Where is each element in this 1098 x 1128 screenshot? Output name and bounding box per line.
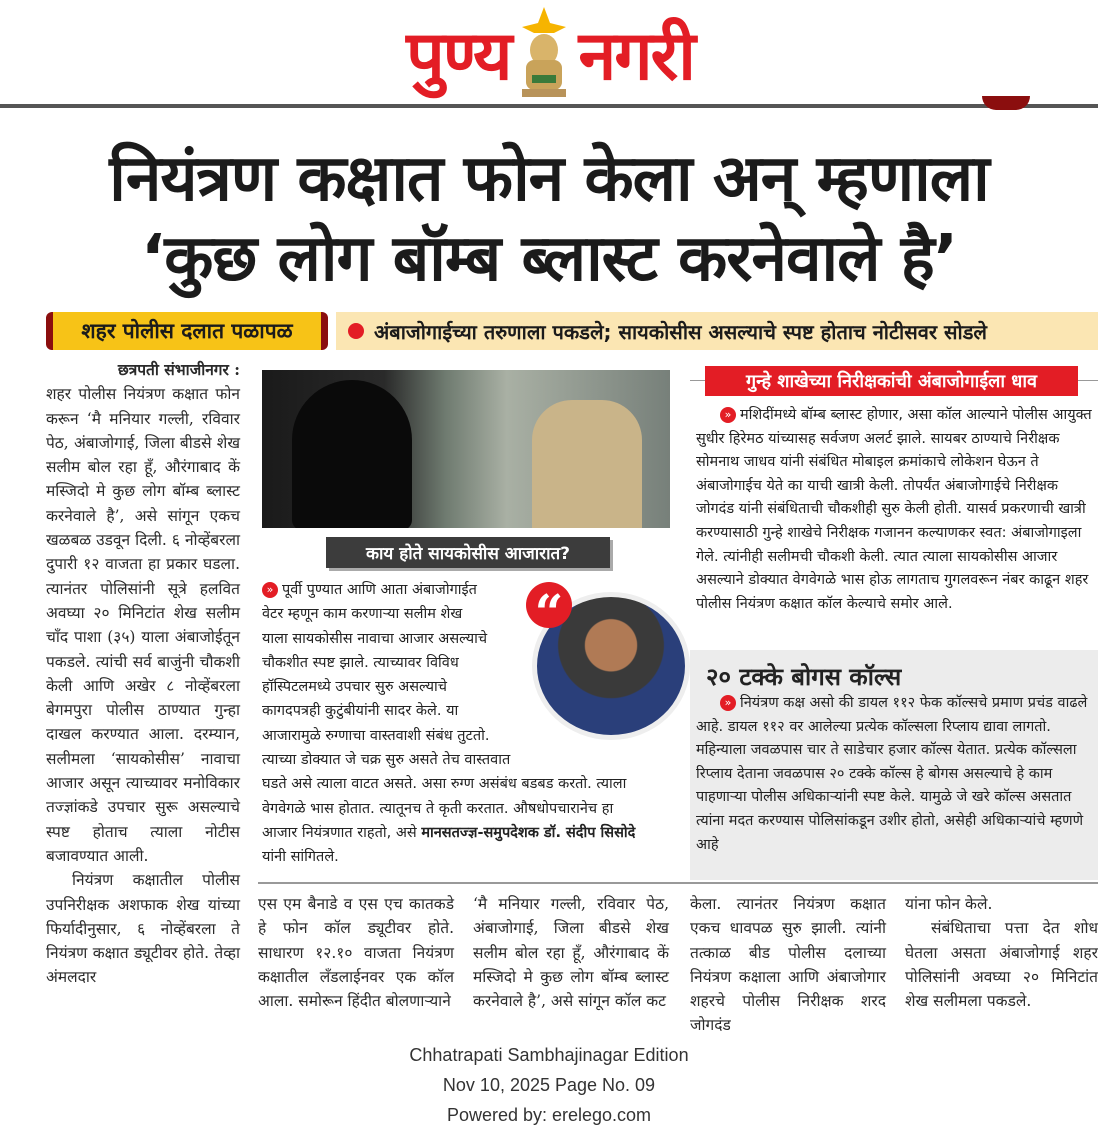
chevron-bullet-icon: » — [720, 695, 736, 711]
bottom-column: ‘मै मनियार गल्ली, रविवार पेठ, अंबाजोगाई, जिला बीडसे शेख सलीम बोल रहा हूँ, औरंगाबाद कें मस्जिदो मे कुछ लोग बॉम्ब ब्लास्ट करनेवाले है’, असे सांगून कॉल कट — [473, 895, 669, 1011]
text-line: याला सायकोसीस नावाचा आजार असल्याचे — [262, 630, 488, 647]
footer-edition: Chhatrapati Sambhajinagar Edition — [409, 1045, 689, 1065]
bullet-icon — [348, 323, 364, 339]
masthead-left: पुण्य — [406, 17, 511, 96]
left-column — [46, 358, 240, 990]
chevron-bullet-icon: » — [720, 407, 736, 423]
kicker-label: शहर पोलीस दलात पळापळ — [46, 312, 328, 350]
police-officer-figure — [532, 400, 642, 528]
gray-box-title: २० टक्के बोगस कॉल्स — [706, 663, 902, 691]
expert-name: मानसतज्ज्ञ-समुपदेशक डॉ. संदीप सिसोदे — [421, 824, 636, 841]
footer-date-page: Nov 10, 2025 Page No. 09 — [442, 1075, 656, 1095]
strapline — [336, 312, 1098, 350]
masthead-right: नगरी — [578, 17, 694, 96]
gray-box-text: » नियंत्रण कक्ष असो की डायल ११२ फेक कॉल्सचे प्रमाण प्रचंड वाढले आहे. डायल ११२ वर आलेल्या प्रत्येक कॉल्सला रिप्लाय द्यावा लागतो. महिन्याला जवळपास चार ते साडेचार हजार कॉल्स येतात. प्रत्येक कॉल्सला रिप्लाय देताना जवळपास २० टक्के कॉल्स हे बोगस असल्याचे हे काम पाहणाऱ्या पोलीस अधिकाऱ्यांनी स्पष्ट केले. यामुळे जे खरे कॉल्स असतात त्यांना मदत करण्यास पोलिसांकडून उशीर होतो, असेही अधिकाऱ्यांचे म्हणणे आहे — [696, 695, 1088, 853]
decorative-tab — [982, 96, 1030, 110]
headline-line-1: नियंत्रण कक्षात फोन केला अन् म्हणाला — [109, 142, 989, 216]
dateline: छत्रपती संभाजीनगर : — [117, 360, 240, 379]
bottom-column: एस एम बैनाडे व एस एच कातकडे हे फोन कॉल ड्यूटीवर होते. साधारण १२.१० वाजता नियंत्रण कक्षातील लँडलाईनवर एक कॉल आला. समोरून हिंदीत बोलणाऱ्याने — [258, 895, 454, 1011]
masthead-rule — [0, 104, 1098, 108]
chevron-bullet-icon: » — [262, 582, 278, 598]
sidebar-text: » मशिदींमध्ये बॉम्ब ब्लास्ट होणार, असा कॉल आल्याने पोलीस आयुक्त सुधीर हिरेमठ यांच्यासह सर्वजण अलर्ट झाले. सायबर ठाण्याचे निरीक्षक सोमनाथ जाधव यांनी संबंधित मोबाइल क्रमांकाचे लोकेशन घेऊन ते अंबाजोगाईच येते का याची खात्री केली. तोपर्यंत अंबाजोगाईचे निरीक्षक जोगदंड यांनी संबंधिताची चौकशीही सुरु केली होती. यासर्व प्रकरणाची खात्री करण्यासाठी गुन्हे शाखेचे निरीक्षक गजानन कल्याणकर स्वत: अंबाजोगाइला गेले. त्यांनीही सलीमची चौकशी केली. त्यात त्याला सायकोसीस आजार असल्याने डोक्यात वेगवेगळे भास होऊ लागताच गुगलवरून नंबर काढून शहर पोलीस नियंत्रण कक्षात कॉल केल्याचे समोर आले. — [696, 407, 1092, 612]
text-line: चौकशीत स्पष्ट झाले. त्याच्यावर विविध — [262, 654, 459, 671]
text-line: आजारामुळे रुग्णाचा वास्तवाशी संबंध तुटतो. — [262, 727, 490, 744]
divider — [258, 882, 1098, 884]
text-line: आजार नियंत्रणात राहतो, असे मानसतज्ज्ञ-समुपदेशक डॉ. संदीप सिसोदे यांनी सांगितले. — [262, 824, 636, 866]
box-subhead: काय होते सायकोसीस आजारात? — [326, 537, 610, 568]
paragraph: शहर पोलीस नियंत्रण कक्षात फोन करून ‘मै मनियार गल्ली, रविवार पेठ, अंबाजोगाई, जिला बीडसे शेख सलीम बोल रहा हूँ, औरंगाबाद कें मस्जिदो मे कुछ लोग बॉम्ब ब्लास्ट करनेवाले है’, असे सांगून एकच खळबळ उडवून दिली. ६ नोव्हेंबरला दुपारी १२ वाजता हा प्रकार घडला. त्यानंतर पोलिसांनी सूत्रे हलवित अवघ्या २० मिनिटांत शेख सलीम चाँद पाशा (३५) याला अंबाजोईतून पकडले. त्यांची सर्व बाजुंनी चौकशी केली आणि अखेर ८ नोव्हेंबरला बेगमपुरा पोलीस ठाण्यात गुन्हा दाखल करण्यात आला. दरम्यान, सलीमला ‘सायकोसीस’ नावाचा आजार असून त्याच्यावर मनोविकार तज्ज्ञांकडे उपचार सुरू असल्याचे स्पष्ट होताच त्याला नोटीस बजावण्यात आली. — [46, 385, 240, 865]
text-line: » पूर्वी पुण्यात आणि आता अंबाजोगाईत — [262, 578, 522, 602]
paragraph: संबंधिताचा पत्ता देत शोध घेतला असता अंबाजोगाई शहर पोलिसांनी अवघ्या २० मिनिटांत शेख सलीमला पकडले. — [905, 919, 1098, 1011]
masthead-logo — [345, 0, 755, 105]
quote-mark-icon: “ — [526, 582, 572, 628]
bottom-column: केला. त्यानंतर नियंत्रण कक्षात एकच धावपळ सुरु झाली. त्यांनी तत्काळ बीड पोलीस दलाच्या नियंत्रण कक्षाला आणि अंबाजोगार शहरचे पोलीस निरीक्षक शरद जोगदंड — [690, 895, 886, 1035]
ganesha-idol-icon — [516, 5, 572, 100]
text-line: वेगवेगळे भास होतात. त्यातूनच ते कृती करतात. औषधोपचारानेच हा — [262, 800, 614, 817]
text-line: वेटर म्हणून काम करणाऱ्या सलीम शेख — [262, 606, 463, 623]
article-photo — [262, 370, 670, 528]
text-line: कागदपत्रही कुटुंबीयांनी सादर केले. या — [262, 703, 459, 720]
headline-line-2: ‘कुछ लोग बॉम्ब ब्लास्ट करनेवाले है’ — [140, 222, 958, 296]
caller-silhouette — [292, 380, 412, 528]
text-line: त्याच्या डोक्यात जे चक्र सुरु असते तेच वास्तवात — [262, 752, 511, 769]
text-line: घडते असे त्याला वाटत असते. असा रुग्ण असंबंध बडबड करतो. त्याला — [262, 776, 627, 793]
sidebar-heading: गुन्हे शाखेच्या निरीक्षकांची अंबाजोगाईला धाव — [705, 366, 1078, 396]
footer-powered-by: Powered by: erelego.com — [446, 1105, 652, 1125]
bottom-column — [905, 892, 1098, 1013]
paragraph: नियंत्रण कक्षातील पोलीस उपनिरीक्षक अशफाक शेख यांच्या फिर्यादीनुसार, ६ नोव्हेंबरला ते नियंत्रण कक्षात ड्यूटीवर होते. तेव्हा अंमलदार — [46, 871, 240, 987]
text-line: हॉस्पिटलमध्ये उपचार सुरु असल्याचे — [262, 679, 448, 696]
paragraph: यांना फोन केले. — [905, 895, 993, 913]
strapline-text: अंबाजोगाईच्या तरुणाला पकडले; सायकोसीस असल्याचे स्पष्ट होताच नोटीसवर सोडले — [374, 319, 987, 344]
